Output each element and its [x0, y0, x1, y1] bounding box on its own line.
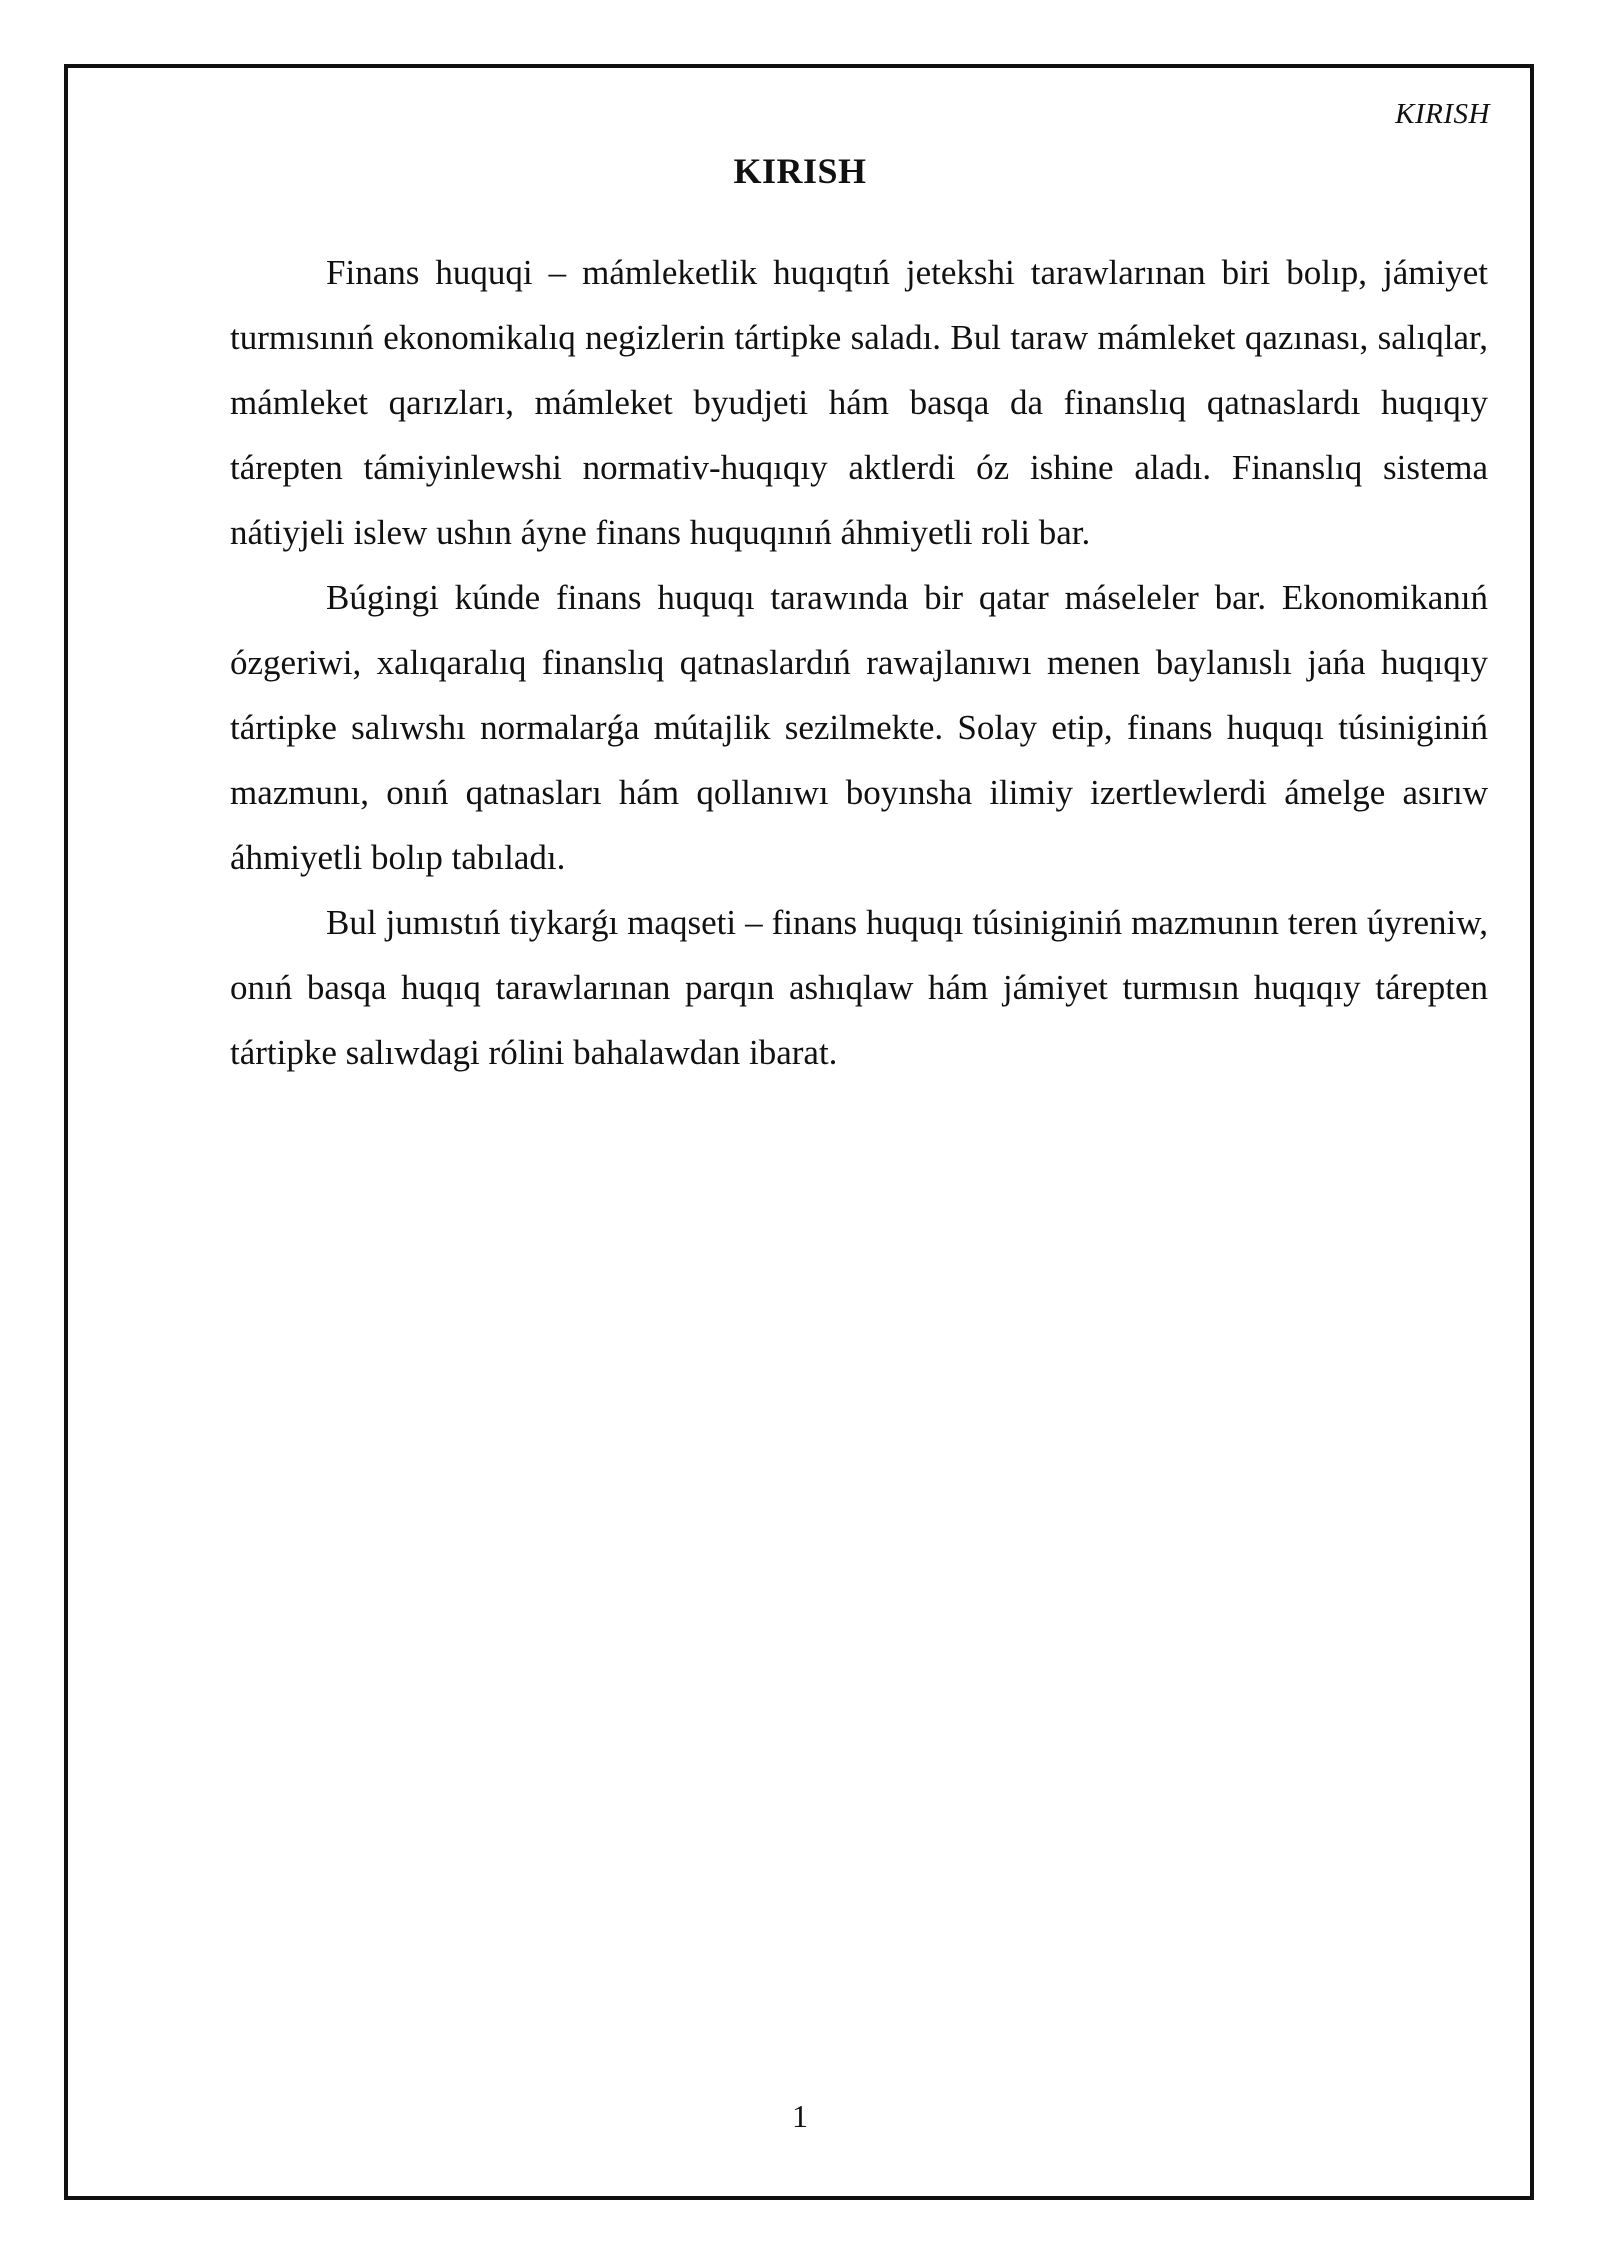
document-title: KIRISH	[733, 151, 867, 191]
page-number: 1	[792, 2098, 808, 2134]
running-header: KIRISH	[1395, 98, 1490, 130]
body-text	[230, 240, 1488, 1085]
paragraph-3: Bul jumıstıń tiykarǵı maqseti – finans huquqı túsiniginiń mazmunın teren úyreniw, onıń basqa huqıq tarawlarınan parqın ashıqlaw hám jámiyet turmısın huqıqıy tárepten tártipke salıwdagi rólini bahalawdan ibarat.	[230, 903, 1488, 1072]
paragraph-1: Finans huquqi – mámleketlik huqıqtıń jetekshi tarawlarınan biri bolıp, jámiyet turmısınıń ekonomikalıq negizlerin tártipke saladı. Bul taraw mámleket qazınası, salıqlar, mámleket qarızları, mámleket byudjeti hám basqa da finanslıq qatnaslardı huqıqıy tárepten támiyinlewshi normativ-huqıqıy aktlerdi óz ishine aladı. Finanslıq sistema nátiyjeli islew ushın áyne finans huquqınıń áhmiyetli roli bar.	[230, 253, 1488, 552]
paragraph-2: Búgingi kúnde finans huquqı tarawında bir qatar máseleler bar. Ekonomikanıń ózgeriwi, xalıqaralıq finanslıq qatnaslardıń rawajlanıwı menen baylanıslı jańa huqıqıy tártipke salıwshı normalarǵa mútajlik sezilmekte. Solay etip, finans huquqı túsiniginiń mazmunı, onıń qatnasları hám qollanıwı boyınsha ilimiy izertlewlerdi ámelge asırıw áhmiyetli bolıp tabıladı.	[230, 578, 1488, 877]
